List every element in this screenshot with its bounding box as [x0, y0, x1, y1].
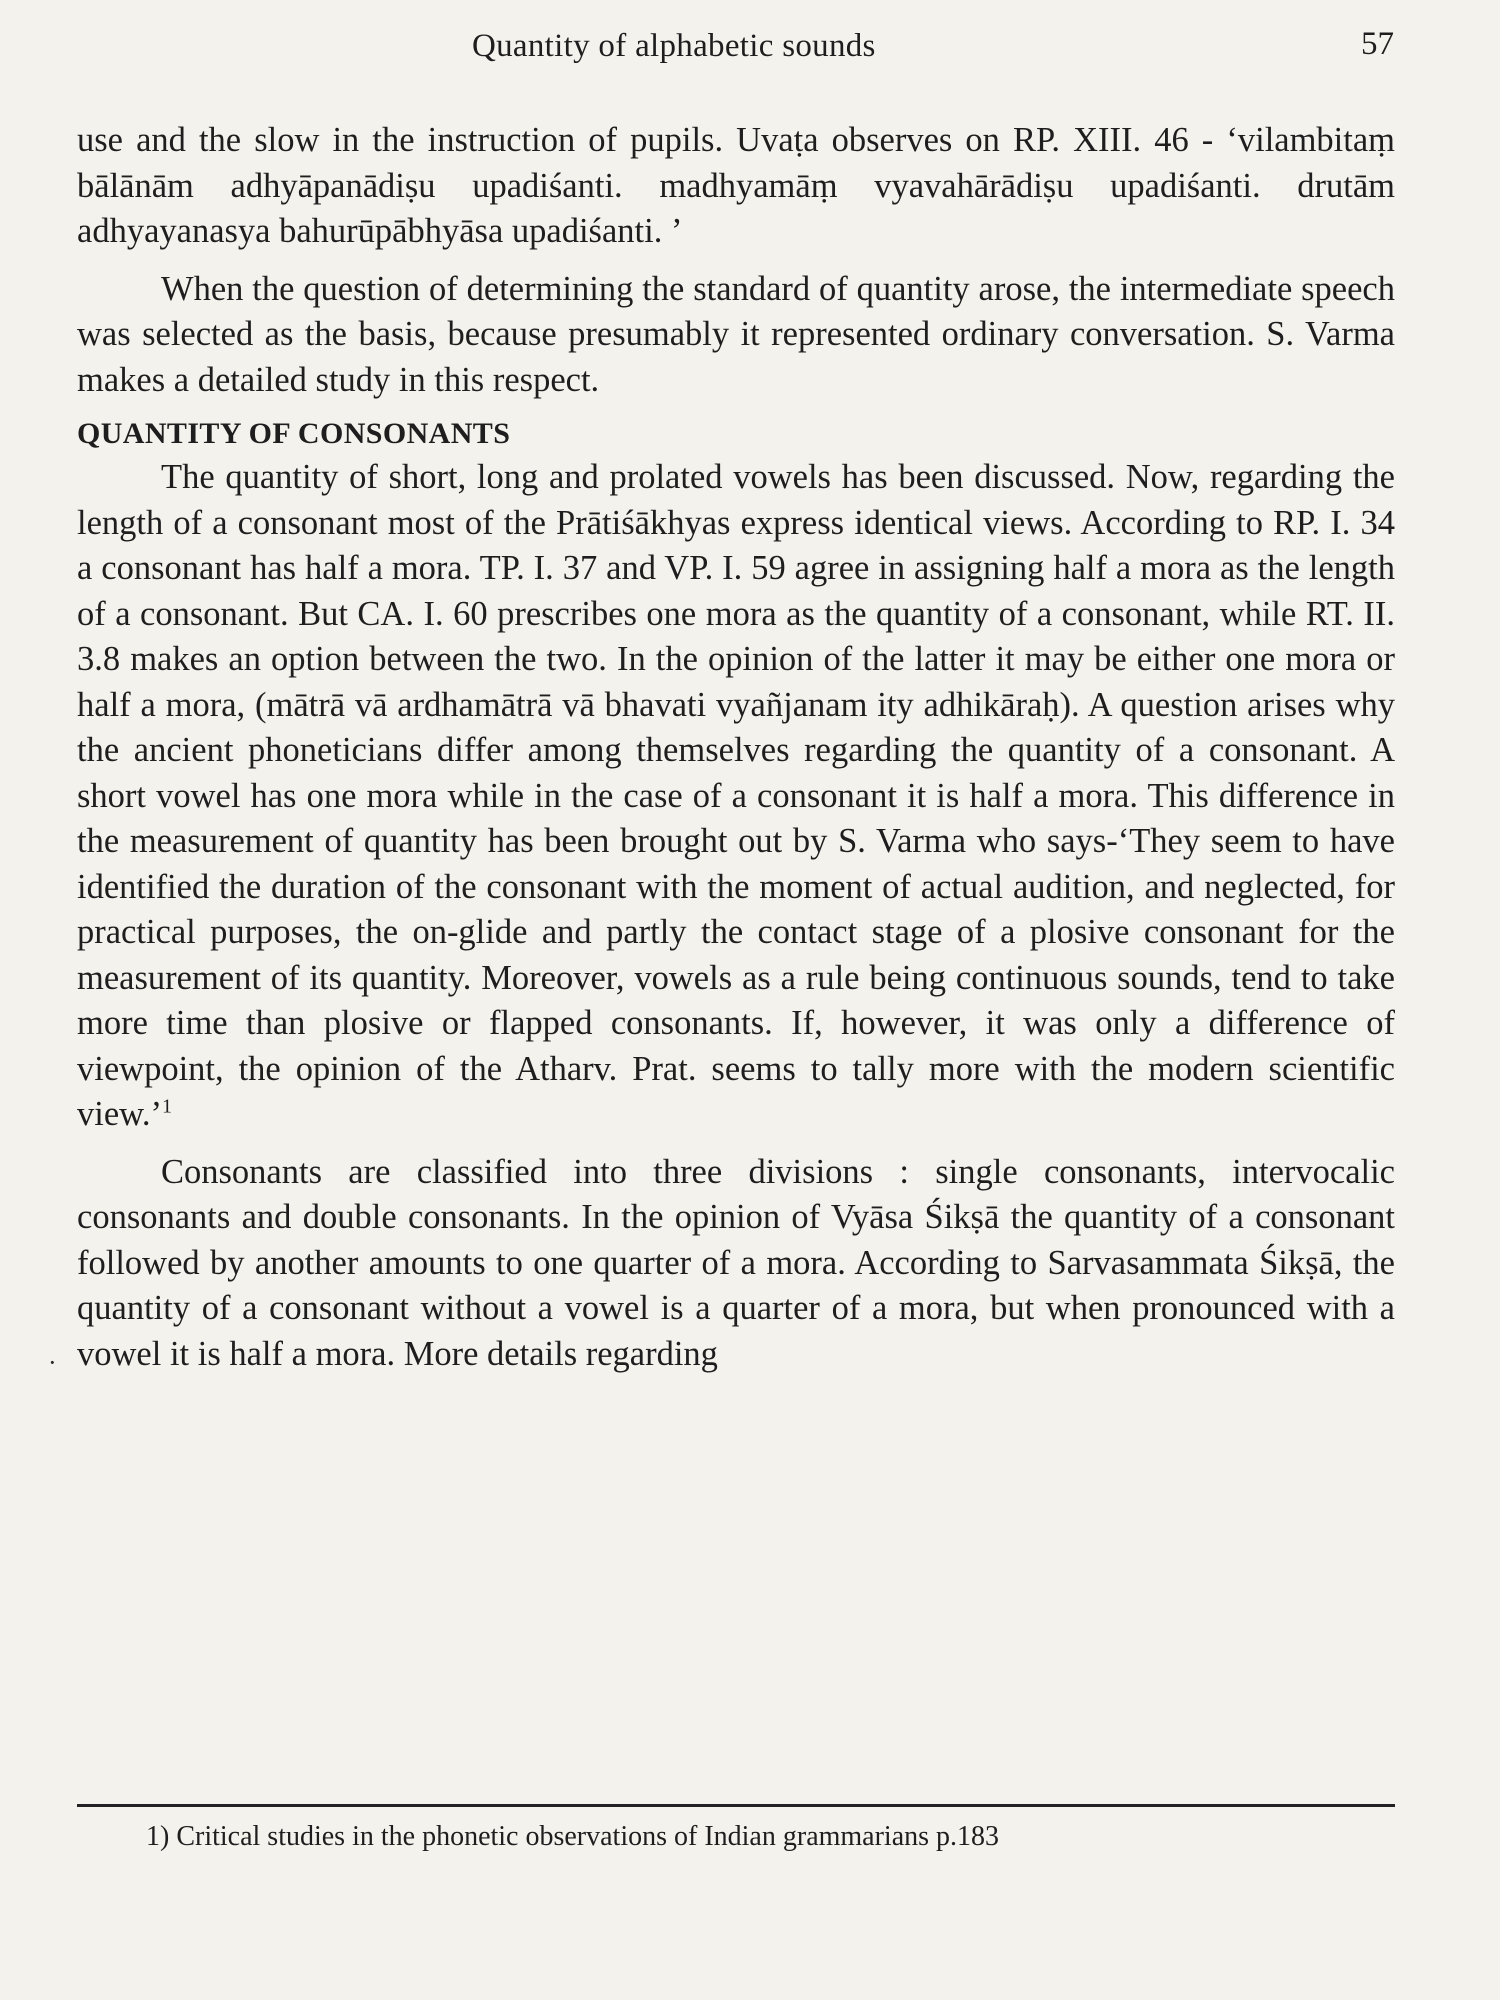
- stray-dot-mark: ·: [48, 1348, 57, 1377]
- page-body: [77, 118, 1395, 1377]
- section-heading: QUANTITY OF CONSONANTS: [77, 417, 511, 450]
- paragraph-standard-of-quantity: When the question of determining the standard of quantity arose, the intermediate speech was selected as the basis, because presumably it represented ordinary conversation. S. Varma makes a detailed study in this respect.: [77, 269, 1395, 399]
- footnote-divider: [77, 1804, 1395, 1807]
- footnote: 1) Critical studies in the phonetic observations of Indian grammarians p.183: [146, 1821, 1000, 1852]
- paragraph-consonant-length-text: The quantity of short, long and prolated vowels has been discussed. Now, regarding the length of a consonant most of the Prātiśākhyas express identical views. According to RP. I. 34 a consonant has half a mora. TP. I. 37 and VP. I. 59 agree in assigning half a mora as the length of a consonant. But CA. I. 60 prescribes one mora as the quantity of a consonant, while RT. II. 3.8 makes an option between the two. In the opinion of the latter it may be either one mora or half a mora, (mātrā vā ardhamātrā vā bhavati vyañjanam ity adhikāraḥ). A question arises why the ancient phoneticians differ among themselves regarding the quantity of a consonant. A short vowel has one mora while in the case of a consonant it is half a mora. This difference in the measurement of quantity has been brought out by S. Varma who says-‘They seem to have identified the duration of the consonant with the moment of actual audition, and neglected, for practical purposes, the on-glide and partly the contact stage of a plosive consonant for the measurement of its quantity. Moreover, vowels as a rule being continuous sounds, tend to take more time than plosive or flapped consonants. If, however, it was only a difference of viewpoint, the opinion of the Atharv. Prat. seems to tally more with the modern scientific view.’: [77, 458, 1395, 1133]
- page-number: 57: [1361, 26, 1394, 62]
- page-header: [0, 24, 1500, 74]
- paragraph-consonant-divisions: Consonants are classified into three divisions : single consonants, intervocalic consonants and double consonants. In the opinion of Vyāsa Śikṣā the quantity of a consonant followed by another amounts to one quarter of a mora. According to Sarvasammata Śikṣā, the quantity of a consonant without a vowel is a quarter of a mora, but when pronounced with a vowel it is half a mora. More details regarding: [77, 1152, 1395, 1373]
- running-head: Quantity of alphabetic sounds: [472, 28, 876, 64]
- paragraph-continuation: use and the slow in the instruction of pupils. Uvaṭa observes on RP. XIII. 46 - ‘vilambitaṃ bālānām adhyāpanādiṣu upadiśanti. madhyamāṃ vyavahārādiṣu upadiśanti. drutām adhyayanasya bahurūpābhyāsa upadiśanti. ’: [77, 121, 1395, 250]
- paragraph-consonant-length: [77, 455, 1395, 1138]
- footnote-reference: 1: [161, 1095, 172, 1118]
